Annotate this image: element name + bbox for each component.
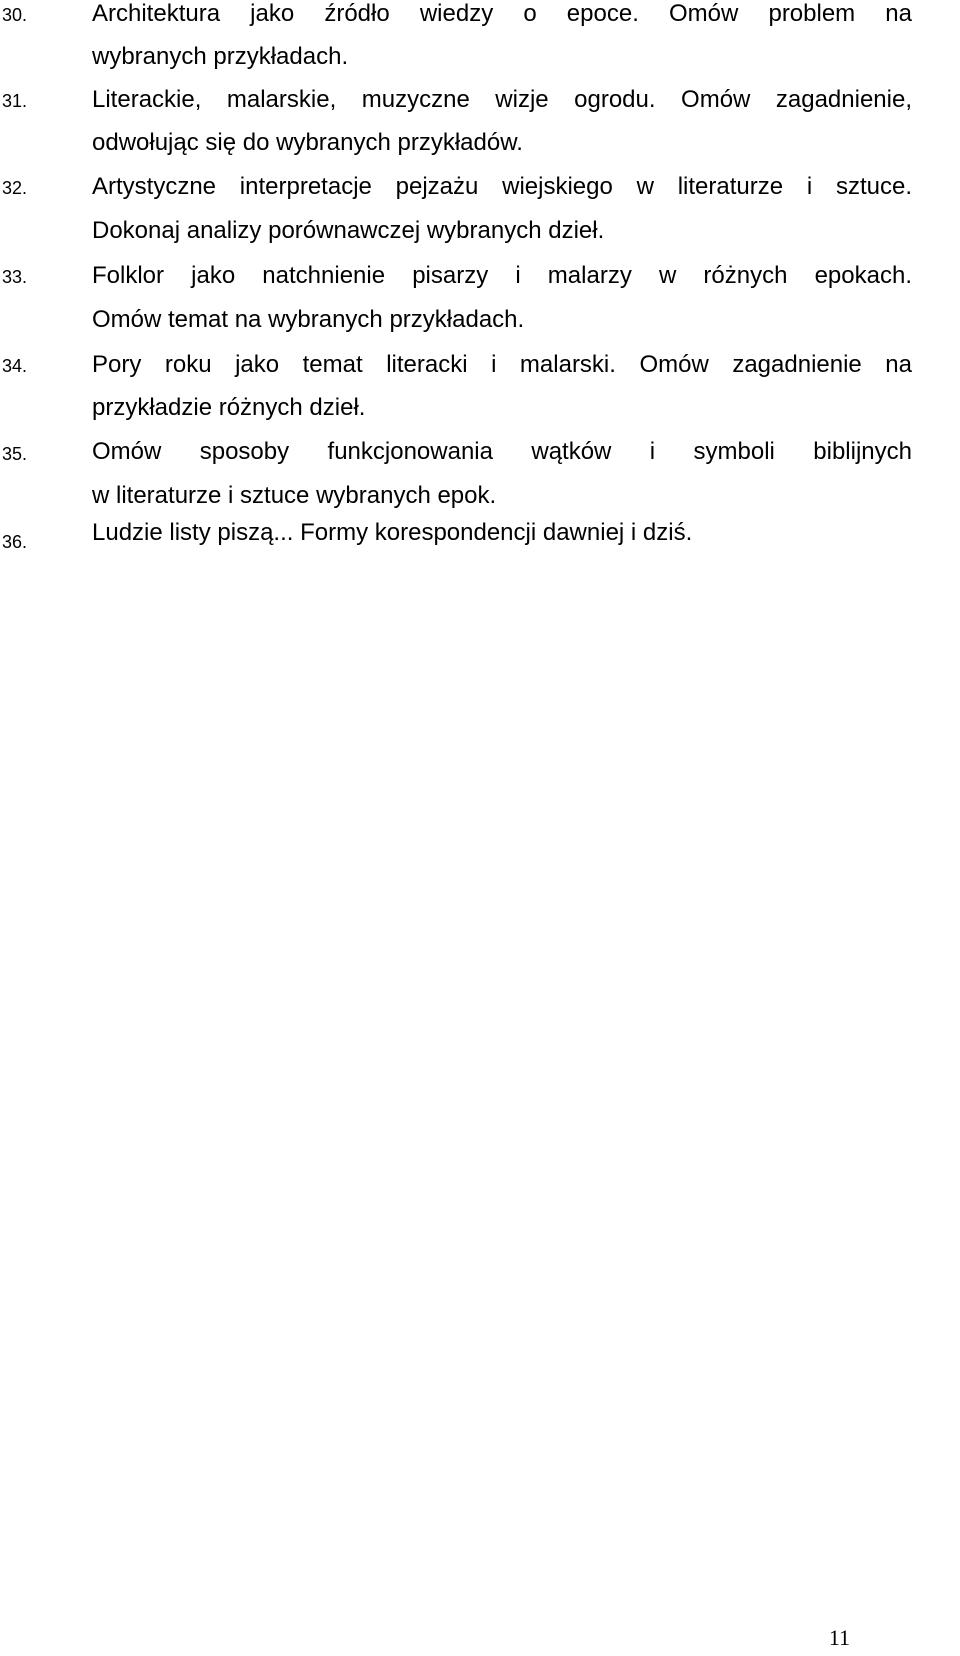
item-text-line: Dokonaj analizy porównawczej wybranych dzieł. — [92, 217, 605, 244]
item-text-line: Artystyczne interpretacje pejzażu wiejskiego w literaturze i sztuce. — [92, 173, 912, 200]
page-number: 11 — [828, 1625, 850, 1650]
item-text-line: Folklor jako natchnienie pisarzy i malarzy w różnych epokach. — [92, 262, 912, 289]
item-number: 30. — [2, 5, 28, 25]
item-number: 33. — [2, 267, 28, 287]
item-number: 31. — [2, 91, 28, 111]
item-number: 34. — [2, 356, 28, 376]
item-number: 36. — [2, 532, 28, 552]
item-text-line: Omów sposoby funkcjonowania wątków i symboli biblijnych — [92, 438, 912, 465]
item-text-line: Architektura jako źródło wiedzy o epoce. Omów problem na — [92, 0, 912, 27]
item-text-line: Pory roku jako temat literacki i malarski. Omów zagadnienie na — [92, 351, 912, 378]
item-text-line: Literackie, malarskie, muzyczne wizje ogrodu. Omów zagadnienie, — [92, 86, 912, 113]
item-text-line: wybranych przykładach. — [92, 43, 349, 70]
item-number: 32. — [2, 178, 28, 198]
item-text-line: odwołując się do wybranych przykładów. — [92, 129, 523, 156]
item-number: 35. — [2, 444, 28, 464]
item-text-line: przykładzie różnych dzieł. — [92, 394, 366, 421]
item-text-line: Ludzie listy piszą... Formy korespondencji dawniej i dziś. — [92, 519, 693, 546]
item-text-line: Omów temat na wybranych przykładach. — [92, 306, 525, 333]
item-text-line: w literaturze i sztuce wybranych epok. — [92, 482, 497, 509]
